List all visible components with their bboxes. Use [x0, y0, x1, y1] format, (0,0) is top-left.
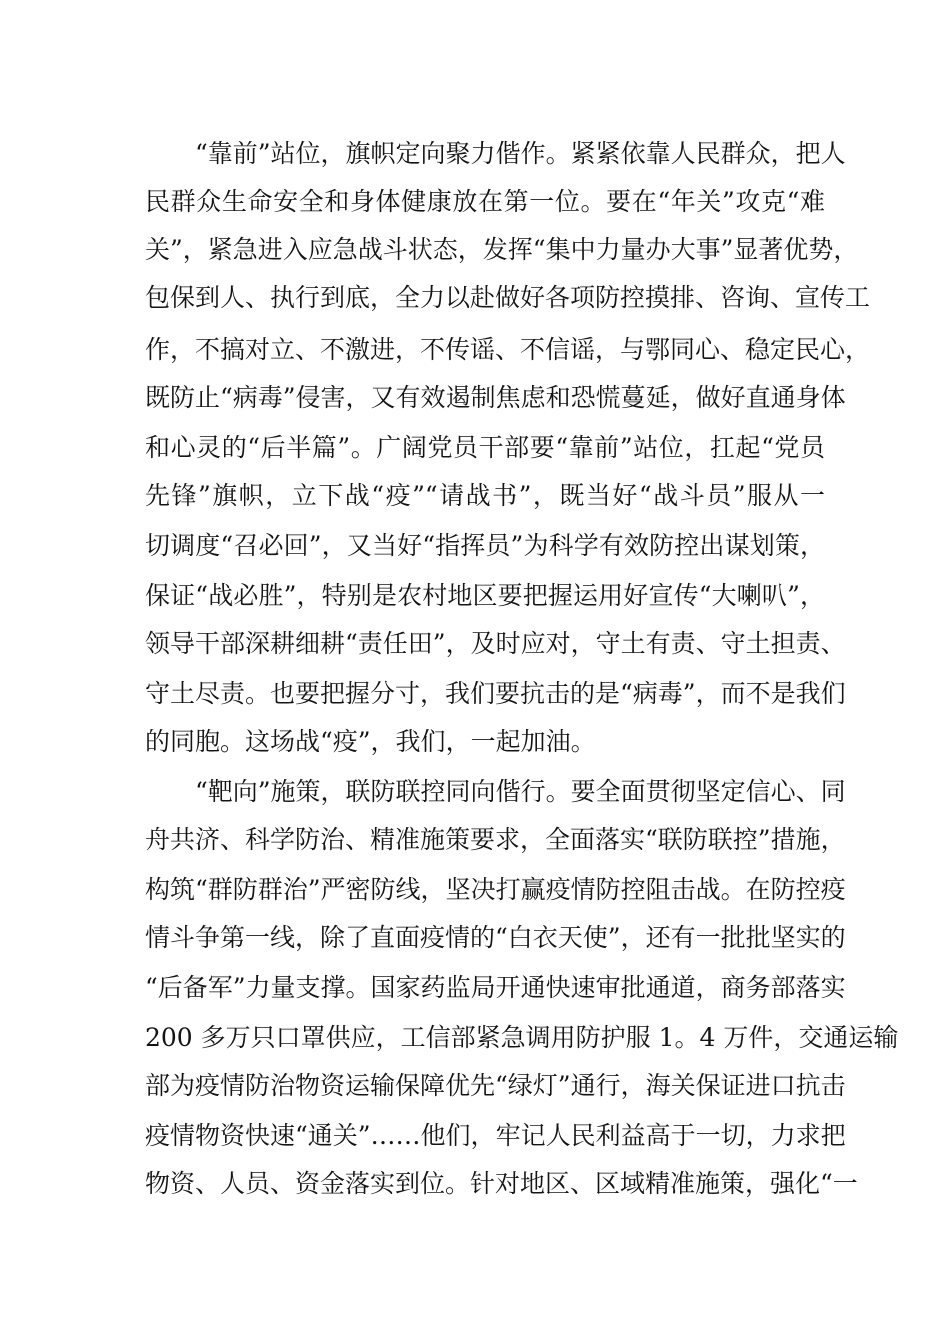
paragraph-2-line-5: “后备军”力量支撑。国家药监局开通快速审批通道，商务部落实 [145, 973, 846, 1002]
paragraph-2-line-4: 情斗争第一线，除了直面疫情的“白衣天使”，还有一批批坚实的 [145, 923, 846, 952]
paragraph-2-line-2: 舟共济、科学防治、精准施策要求，全面落实“联防联控”措施， [145, 825, 846, 854]
paragraph-1-line-12: 守土尽责。也要把握分寸，我们要抗击的是“病毒”，而不是我们 [145, 679, 846, 708]
paragraph-2-line-7: 部为疫情防治物资运输保障优先“绿灯”通行，海关保证进口抗击 [145, 1071, 846, 1100]
paragraph-1-line-7: 和心灵的“后半篇”。广阔党员干部要“靠前”站位，扛起“党员 [145, 433, 825, 462]
paragraph-1-line-13: 的同胞。这场战“疫”，我们，一起加油。 [145, 727, 596, 756]
paragraph-1-line-8: 先锋”旗帜，立下战“疫”“请战书”，既当好“战斗员”服从一 [145, 481, 825, 510]
paragraph-2-line-3: 构筑“群防群治”严密防线，坚决打赢疫情防控阻击战。在防控疫 [145, 875, 846, 904]
paragraph-2-line-8: 疫情物资快速“通关”……他们，牢记人民利益高于一切，力求把 [145, 1121, 846, 1150]
paragraph-2-line-6: 200 多万只口罩供应，工信部紧急调用防护服 1。4 万件，交通运输 [145, 1023, 899, 1052]
paragraph-1-line-5: 作，不搞对立、不激进，不传谣、不信谣，与鄂同心、稳定民心， [145, 335, 871, 364]
paragraph-1-line-4: 包保到人、执行到底，全力以赴做好各项防控摸排、咨询、宣传工 [145, 283, 871, 312]
paragraph-1-line-9: 切调度“召必回”，又当好“指挥员”为科学有效防控出谋划策， [145, 531, 825, 560]
paragraph-1-line-10: 保证“战必胜”，特别是农村地区要把握运用好宣传“大喇叭”， [145, 581, 825, 610]
paragraph-1-line-6: 既防止“病毒”侵害，又有效遏制焦虑和恐慌蔓延，做好直通身体 [145, 383, 846, 412]
paragraph-2-line-9: 物资、人员、资金落实到位。针对地区、区域精准施策，强化“一 [145, 1169, 858, 1198]
paragraph-1-line-1: “靠前”站位，旗帜定向聚力偕作。紧紧依靠人民群众，把人 [195, 139, 846, 168]
paragraph-1-line-11: 领导干部深耕细耕“责任田”，及时应对，守土有责、守土担责、 [145, 629, 846, 658]
paragraph-1-line-3: 关”，紧急进入应急战斗状态，发挥“集中力量办大事”显著优势， [145, 235, 859, 264]
paragraph-1-line-2: 民群众生命安全和身体健康放在第一位。要在“年关”攻克“难 [145, 187, 825, 216]
paragraph-2-line-1: “靶向”施策，联防联控同向偕行。要全面贯彻坚定信心、同 [195, 777, 846, 806]
